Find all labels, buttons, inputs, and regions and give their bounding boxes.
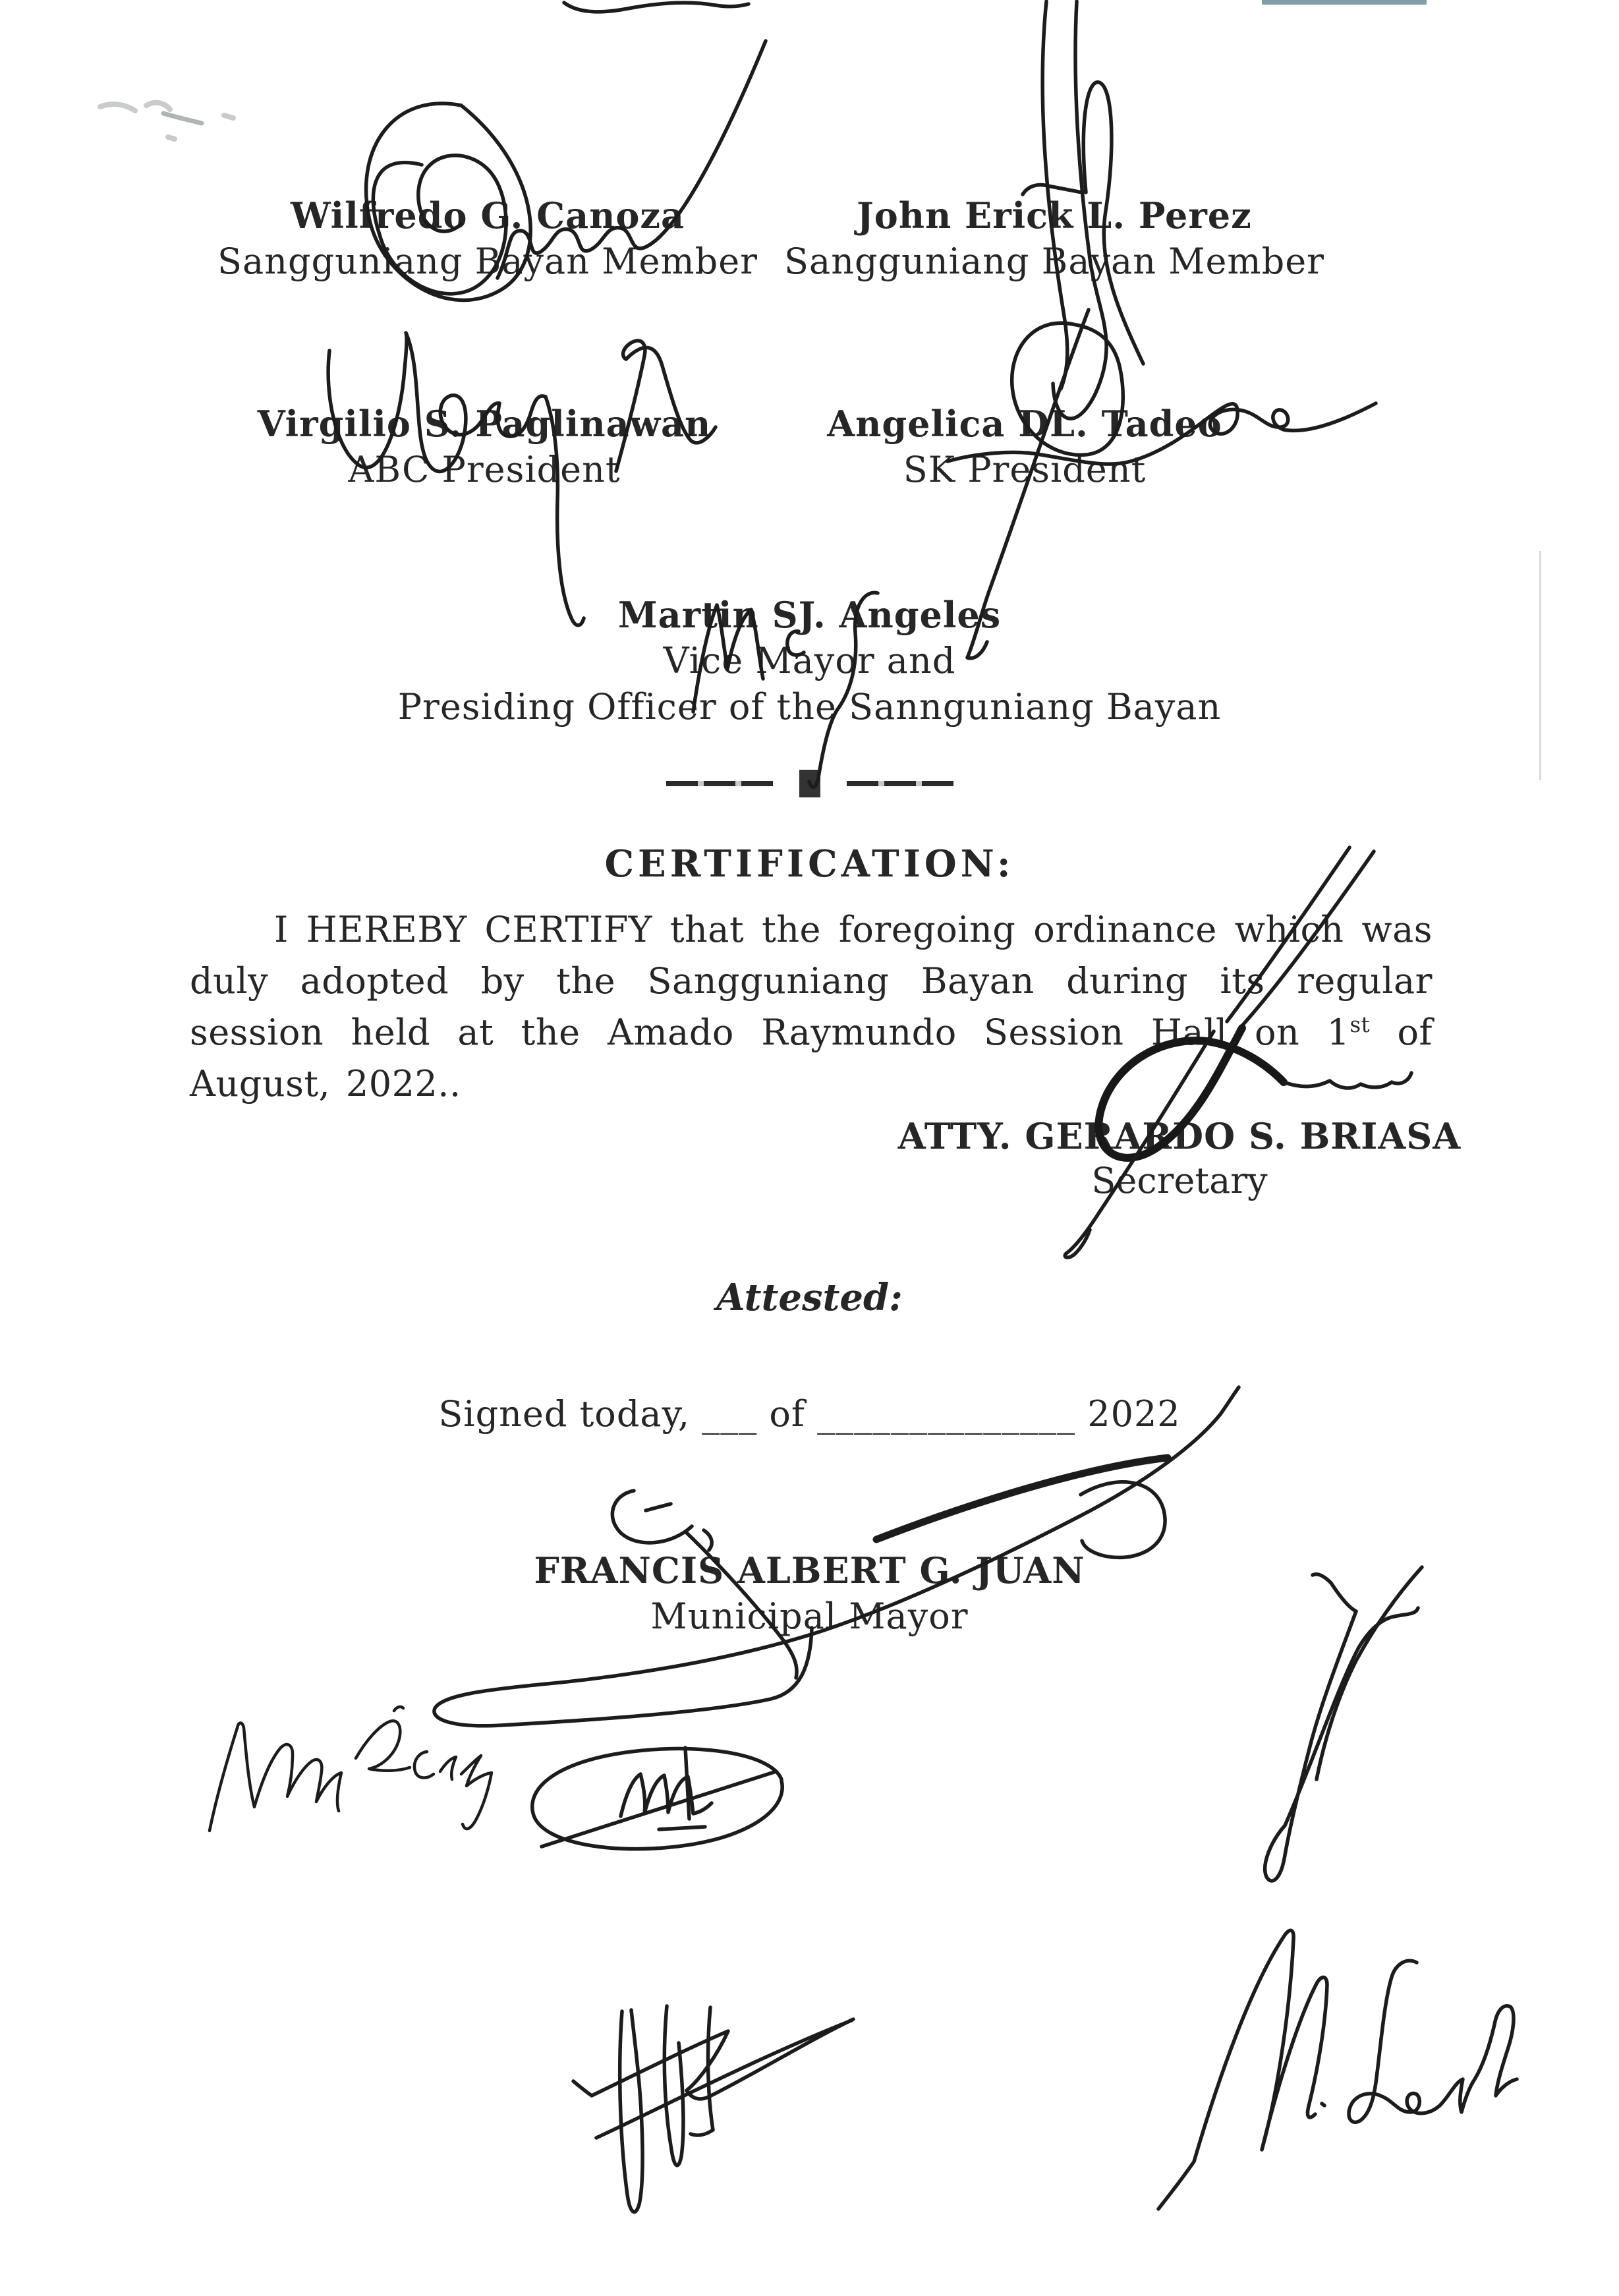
certification-body [190, 904, 1433, 1110]
secretary-role: Secretary [1091, 1160, 1268, 1201]
signatory-role-canoza: Sangguniang Bayan Member [217, 241, 758, 282]
certification-heading: CERTIFICATION: [604, 842, 1015, 886]
signatory-role-angeles-line1: Vice Mayor and [663, 640, 956, 681]
pencil-smudge-stroke [168, 115, 233, 139]
divider-square [799, 770, 820, 797]
juan-signature-stroke [1081, 1482, 1165, 1558]
top-edge-ink-stroke [564, 3, 749, 12]
script-scrawl-signature [1158, 1930, 1517, 2209]
secretary-block [810, 1114, 1548, 1203]
signed-date-line: Signed today, ___ of ______________ 2022 [438, 1393, 1181, 1435]
nina-perez-signature [210, 1707, 492, 1831]
juan-signature-stroke [612, 1491, 712, 1550]
signatory-name-paglinawan: Virgilio S. Paglinawan [257, 403, 712, 445]
signatory-role-tadeo: SK President [903, 449, 1147, 490]
zigzag-scrawl-stroke [620, 2010, 642, 2212]
ordinal-superscript: st [1349, 1012, 1371, 1037]
certification-body-text-after: of August, 2022.. [190, 1012, 1433, 1105]
zigzag-scrawl-stroke [691, 2007, 713, 2135]
signatory-role-perez: Sangguniang Bayan Member [784, 241, 1324, 282]
script-scrawl-stroke [1158, 1930, 1327, 2209]
zigzag-scrawl-stroke [573, 2019, 853, 2099]
signatory-name-angeles: Martin SJ. Angeles [617, 594, 1002, 636]
oval-scrawl-signature [532, 1748, 782, 1849]
signatory-name-tadeo: Angelica DL. Tadeo [827, 403, 1222, 445]
oval-scrawl-stroke [532, 1748, 782, 1849]
secretary-name: ATTY. GERARDO S. BRIASA [897, 1115, 1462, 1157]
signatory-role-paglinawan: ABC President [348, 449, 621, 490]
pencil-smudge-stroke [163, 113, 202, 123]
zigzag-scrawl-signature [573, 2006, 853, 2212]
attested-label: Attested: [716, 1276, 903, 1319]
zigzag-scrawl-stroke [664, 2006, 683, 2166]
signatory-block-angeles [0, 592, 1619, 730]
signatory-name-perez: John Erick L. Perez [857, 194, 1252, 237]
oval-scrawl-stroke [621, 1774, 712, 1816]
zigzag-scrawl-stroke [596, 2021, 851, 2138]
nina-perez-signature-stroke [210, 1723, 341, 1831]
scan-streak-artifact [1262, 0, 1427, 5]
script-scrawl-stroke [1349, 1961, 1517, 2122]
mayor-name: FRANCIS ALBERT G. JUAN [534, 1549, 1085, 1592]
certification-body-text: I HEREBY CERTIFY that the foregoing ordinance which was duly adopted by the Sangguniang Bayan during its regular session held at the Amado Raymundo Session Hall on 1 [190, 909, 1433, 1053]
juan-signature-stroke [876, 1458, 1168, 1539]
nina-perez-signature-stroke [356, 1707, 410, 1771]
divider-dash-left [666, 781, 773, 786]
oval-scrawl-stroke [685, 1748, 689, 1819]
mayor-block [0, 1547, 1619, 1640]
signatory-block-tadeo [649, 401, 1400, 493]
divider-dash-right [847, 781, 953, 786]
mayor-role: Municipal Mayor [650, 1595, 969, 1637]
script-scrawl-stroke [1322, 2104, 1324, 2106]
pencil-smudge-stroke [100, 103, 170, 111]
oval-scrawl-stroke [542, 1771, 776, 1847]
signatory-name-canoza: Wilfredo G. Canoza [290, 194, 685, 237]
signatory-block-perez [679, 192, 1430, 285]
section-divider [0, 770, 1619, 797]
signatory-role-angeles-line2: Presiding Officer of the Sannguniang Bayan [397, 686, 1222, 728]
pencil-smudge [100, 103, 233, 139]
nina-perez-signature-stroke [414, 1752, 492, 1829]
